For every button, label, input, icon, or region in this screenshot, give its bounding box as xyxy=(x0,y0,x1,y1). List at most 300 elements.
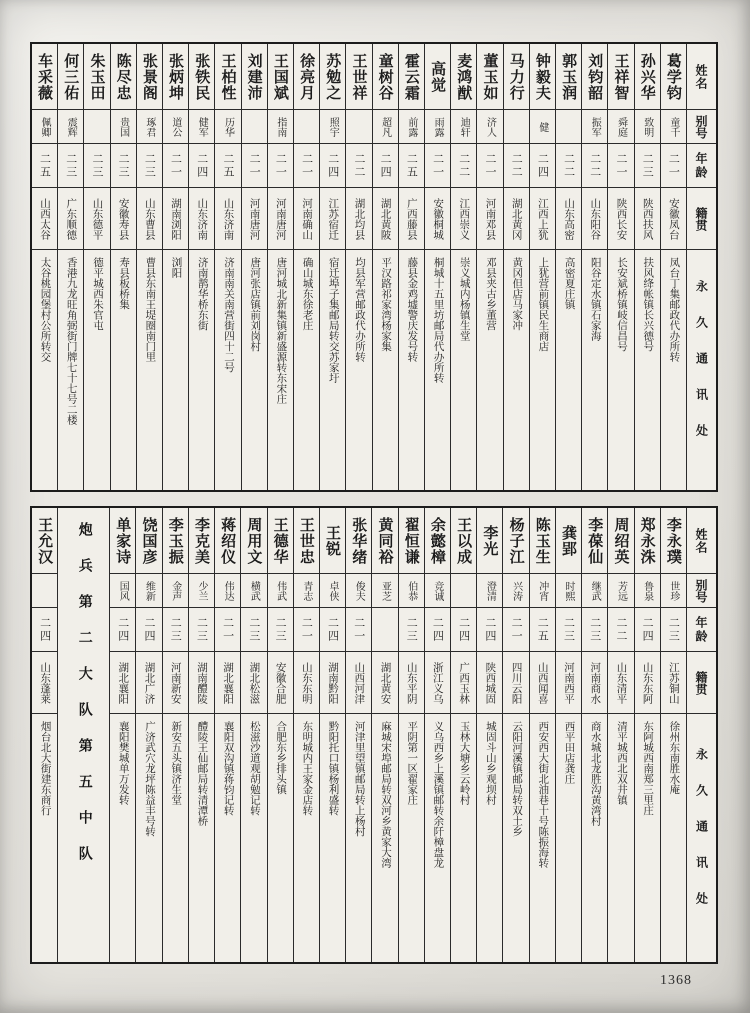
person-column xyxy=(109,508,135,962)
person-column xyxy=(267,508,293,962)
person-name: 王世祥 xyxy=(346,44,371,110)
person-name: 朱玉田 xyxy=(84,44,109,110)
person-alias: 世珍 xyxy=(661,574,686,608)
person-column xyxy=(555,44,581,490)
person-column xyxy=(57,44,83,490)
person-column xyxy=(214,44,240,490)
person-native: 湖北黄安 xyxy=(372,652,397,714)
person-native: 浙江义乌 xyxy=(425,652,450,714)
person-name: 钟毅夫 xyxy=(530,44,555,110)
person-name: 徐亮月 xyxy=(294,44,319,110)
person-native: 山东清平 xyxy=(608,652,633,714)
person-name: 翟恒谦 xyxy=(399,508,424,574)
person-age: 二四 xyxy=(32,608,57,652)
person-address: 清平城西北双井镇 xyxy=(615,721,627,805)
person-native: 山西闻喜 xyxy=(530,652,555,714)
person-native: 江西上犹 xyxy=(530,188,555,250)
person-age: 二一 xyxy=(215,608,240,652)
person-name: 高觉 xyxy=(425,44,450,110)
person-age: 二四 xyxy=(635,608,660,652)
person-alias: 卓侠 xyxy=(320,574,345,608)
person-alias: 健军 xyxy=(189,110,214,144)
person-alias: 金声 xyxy=(163,574,188,608)
person-age: 二一 xyxy=(294,144,319,188)
person-column xyxy=(607,44,633,490)
person-alias: 致明 xyxy=(635,110,660,144)
person-address: 高密夏庄镇 xyxy=(563,257,575,310)
person-alias: 国风 xyxy=(110,574,135,608)
person-address: 确山城东徐老庄 xyxy=(301,257,313,331)
person-column xyxy=(660,44,686,490)
person-alias xyxy=(504,110,529,144)
person-native: 安徽凤台 xyxy=(661,188,686,250)
person-column xyxy=(476,44,502,490)
person-name: 王允汉 xyxy=(32,508,57,574)
person-age: 二三 xyxy=(137,144,162,188)
person-alias: 雨露 xyxy=(425,110,450,144)
person-name: 龚郢 xyxy=(556,508,581,574)
person-column xyxy=(293,508,319,962)
person-column xyxy=(345,44,371,490)
person-age: 二二 xyxy=(346,144,371,188)
person-alias: 芳远 xyxy=(608,574,633,608)
person-alias: 亚芝 xyxy=(372,574,397,608)
person-alias: 贵国 xyxy=(111,110,136,144)
person-age: 二一 xyxy=(294,608,319,652)
person-alias: 指南 xyxy=(268,110,293,144)
person-alias: 伟达 xyxy=(215,574,240,608)
person-column xyxy=(555,508,581,962)
person-native: 山东东阿 xyxy=(635,652,660,714)
person-age: 二四 xyxy=(530,144,555,188)
person-column xyxy=(607,508,633,962)
row-header-age: 年龄 xyxy=(687,608,716,652)
person-address: 合肥东乡排头镇 xyxy=(275,721,287,795)
person-column xyxy=(398,44,424,490)
person-column xyxy=(214,508,240,962)
person-column xyxy=(424,508,450,962)
person-alias: 伟武 xyxy=(268,574,293,608)
person-alias: 健 xyxy=(530,110,555,144)
person-age: 二一 xyxy=(477,144,502,188)
person-name: 王世忠 xyxy=(294,508,319,574)
person-age: 二五 xyxy=(530,608,555,652)
person-age: 二四 xyxy=(425,608,450,652)
person-address: 阳谷定水镇石家海 xyxy=(589,257,601,341)
person-age: 二三 xyxy=(111,144,136,188)
person-column xyxy=(319,44,345,490)
person-address: 河津里望镇邮局转上杨村 xyxy=(353,721,365,837)
person-alias: 少兰 xyxy=(189,574,214,608)
person-address: 襄阳樊城单万发转 xyxy=(117,721,129,805)
person-age: 二三 xyxy=(241,608,266,652)
person-native: 山东平阴 xyxy=(399,652,424,714)
person-alias: 鲁泉 xyxy=(635,574,660,608)
person-native: 河南唐河 xyxy=(268,188,293,250)
person-column xyxy=(372,44,398,490)
person-age: 二三 xyxy=(84,144,109,188)
person-age: 二一 xyxy=(608,144,633,188)
person-age: 二三 xyxy=(399,608,424,652)
page-number: 1368 xyxy=(660,973,692,988)
person-name: 蒋绍仪 xyxy=(215,508,240,574)
person-native: 山东高密 xyxy=(556,188,581,250)
person-native: 山东阳谷 xyxy=(582,188,607,250)
person-name: 何三佑 xyxy=(58,44,83,110)
roster-table-top xyxy=(30,42,718,492)
person-name: 车采薇 xyxy=(32,44,57,110)
person-age: 二二 xyxy=(582,144,607,188)
person-alias: 维新 xyxy=(136,574,161,608)
person-native: 山东蓬莱 xyxy=(32,652,57,714)
person-age: 二一 xyxy=(425,144,450,188)
person-name: 霍云霜 xyxy=(399,44,424,110)
person-native: 湖北黄陂 xyxy=(373,188,398,250)
person-column xyxy=(529,508,555,962)
person-column xyxy=(188,44,214,490)
person-age: 二五 xyxy=(215,144,240,188)
person-age: 二四 xyxy=(477,608,502,652)
person-name: 李光 xyxy=(477,508,502,574)
person-column xyxy=(660,508,686,962)
person-name: 王祥智 xyxy=(608,44,633,110)
person-address: 凤台丁集邮政代办所转 xyxy=(668,257,680,362)
person-name: 单家诗 xyxy=(110,508,135,574)
person-native: 广东顺德 xyxy=(58,188,83,250)
person-address: 烟台北大街建东商行 xyxy=(39,721,51,816)
person-address: 济南鹊华桥东街 xyxy=(196,257,208,331)
person-address: 城固斗山乡观坝村 xyxy=(484,721,496,805)
person-column xyxy=(162,508,188,962)
person-native: 山东德平 xyxy=(84,188,109,250)
person-age: 二二 xyxy=(451,144,476,188)
person-address: 徐州东南胜水庵 xyxy=(668,721,680,795)
person-native: 湖南黔阳 xyxy=(320,652,345,714)
person-native: 河南邓县 xyxy=(477,188,502,250)
person-alias: 横武 xyxy=(241,574,266,608)
row-header-address: 永久通讯处 xyxy=(694,748,709,928)
person-name: 刘建沛 xyxy=(242,44,267,110)
person-address: 宿迁埠子集邮局转交苏家圩 xyxy=(327,257,339,383)
person-native: 江苏铜山 xyxy=(661,652,686,714)
person-address: 商水城北龙胜沟黄湾村 xyxy=(589,721,601,826)
person-name: 李克美 xyxy=(189,508,214,574)
person-name: 董玉如 xyxy=(477,44,502,110)
person-name: 周绍英 xyxy=(608,508,633,574)
person-age: 二三 xyxy=(556,608,581,652)
person-address: 藤县金鸡墟警庆发号转 xyxy=(406,257,418,362)
person-age: 二一 xyxy=(242,144,267,188)
row-header-column xyxy=(686,508,716,962)
person-column xyxy=(476,508,502,962)
person-name: 周用文 xyxy=(241,508,266,574)
person-column xyxy=(240,508,266,962)
row-header-age: 年龄 xyxy=(687,144,716,188)
person-column xyxy=(293,44,319,490)
person-age: 二一 xyxy=(268,144,293,188)
person-name: 王柏性 xyxy=(215,44,240,110)
person-age: 二四 xyxy=(373,144,398,188)
person-native: 安徽桐城 xyxy=(425,188,450,250)
person-name: 王国斌 xyxy=(268,44,293,110)
person-alias: 青志 xyxy=(294,574,319,608)
person-alias: 济人 xyxy=(477,110,502,144)
person-name: 陈尽忠 xyxy=(111,44,136,110)
person-native: 安徽寿县 xyxy=(111,188,136,250)
person-name: 葛学钧 xyxy=(661,44,686,110)
person-age: 二一 xyxy=(346,608,371,652)
person-alias: 竞诚 xyxy=(425,574,450,608)
person-age: 二二 xyxy=(556,144,581,188)
person-native: 河南西平 xyxy=(556,652,581,714)
person-native: 陕西长安 xyxy=(608,188,633,250)
person-name: 王以成 xyxy=(451,508,476,574)
person-name: 张华绪 xyxy=(346,508,371,574)
person-age: 二二 xyxy=(608,608,633,652)
person-native: 山东济南 xyxy=(215,188,240,250)
row-header-column xyxy=(686,44,716,490)
person-age xyxy=(372,608,397,652)
person-name: 马力行 xyxy=(504,44,529,110)
person-address: 玉林大塘乡云岭村 xyxy=(458,721,470,805)
person-native: 山西河津 xyxy=(346,652,371,714)
person-address: 唐河张店镇前刘岗村 xyxy=(249,257,261,352)
person-alias: 童千 xyxy=(661,110,686,144)
person-column xyxy=(188,508,214,962)
person-name: 余懿樟 xyxy=(425,508,450,574)
person-column xyxy=(581,508,607,962)
person-column xyxy=(371,508,397,962)
person-name: 刘钧韶 xyxy=(582,44,607,110)
person-address: 东明城内王家金店转 xyxy=(301,721,313,816)
person-native: 湖北均县 xyxy=(346,188,371,250)
person-age: 二一 xyxy=(661,144,686,188)
person-name: 郭玉润 xyxy=(556,44,581,110)
person-age: 二四 xyxy=(136,608,161,652)
person-name: 杨子江 xyxy=(503,508,528,574)
person-address: 崇义城内杨镇生堂 xyxy=(458,257,470,341)
unit-section-column xyxy=(57,508,109,962)
person-column xyxy=(424,44,450,490)
person-alias xyxy=(242,110,267,144)
person-alias: 振军 xyxy=(582,110,607,144)
page-content-area xyxy=(30,42,718,964)
person-alias: 兴涛 xyxy=(503,574,528,608)
person-column xyxy=(503,44,529,490)
person-age: 二三 xyxy=(58,144,83,188)
person-alias: 澄清 xyxy=(477,574,502,608)
person-address: 长安斌桥镇岐信昌号 xyxy=(616,257,627,352)
person-age: 二三 xyxy=(189,608,214,652)
person-native: 河南新安 xyxy=(163,652,188,714)
person-name: 饶国彦 xyxy=(136,508,161,574)
row-header-native: 籍贯 xyxy=(687,188,716,250)
person-address: 西平田店龚庄 xyxy=(563,721,575,784)
row-header-name: 姓名 xyxy=(687,44,716,110)
person-age: 二四 xyxy=(451,608,476,652)
person-native: 山东东明 xyxy=(294,652,319,714)
person-age: 二三 xyxy=(635,144,660,188)
person-address: 桐城十五里坊邮局代办所转 xyxy=(432,257,444,383)
person-age: 二三 xyxy=(582,608,607,652)
person-name: 李葆仙 xyxy=(582,508,607,574)
person-address: 寿县板桥集 xyxy=(118,257,130,310)
person-native: 山东济南 xyxy=(189,188,214,250)
person-age: 二四 xyxy=(110,608,135,652)
person-column xyxy=(529,44,555,490)
person-column xyxy=(32,508,57,962)
person-address: 邓县夹古乡董营 xyxy=(484,257,496,331)
person-native: 江苏宿迁 xyxy=(320,188,345,250)
person-name: 麦鸿猷 xyxy=(451,44,476,110)
person-native: 江西崇义 xyxy=(451,188,476,250)
person-native: 四川云阳 xyxy=(503,652,528,714)
person-native: 陕西扶风 xyxy=(635,188,660,250)
person-name: 张景阁 xyxy=(137,44,162,110)
person-name: 李玉振 xyxy=(163,508,188,574)
person-name: 陈玉生 xyxy=(530,508,555,574)
person-age: 二五 xyxy=(399,144,424,188)
person-address: 新安五头镇济生堂 xyxy=(170,721,182,805)
person-column xyxy=(241,44,267,490)
person-address: 浏阳 xyxy=(170,257,182,278)
person-native: 河南确山 xyxy=(294,188,319,250)
person-column xyxy=(450,44,476,490)
row-header-alias: 别号 xyxy=(687,574,716,608)
person-address: 平阴第一区翟家庄 xyxy=(406,721,418,805)
person-name: 郑永洙 xyxy=(635,508,660,574)
person-native: 安徽合肥 xyxy=(268,652,293,714)
person-native: 湖北广济 xyxy=(136,652,161,714)
person-native: 湖北襄阳 xyxy=(110,652,135,714)
person-column xyxy=(450,508,476,962)
row-header-name: 姓名 xyxy=(687,508,716,574)
person-alias: 迪轩 xyxy=(451,110,476,144)
person-native: 湖南浏阳 xyxy=(163,188,188,250)
person-native: 山东曹县 xyxy=(137,188,162,250)
person-native: 河南商水 xyxy=(582,652,607,714)
person-alias xyxy=(346,110,371,144)
person-column xyxy=(32,44,57,490)
person-address: 东阿城西南郑三里庄 xyxy=(642,721,654,816)
person-address: 义乌西乡上溪镇邮转余阡樟盘龙 xyxy=(432,721,444,868)
person-name: 张铁民 xyxy=(189,44,214,110)
person-address: 松滋沙道观胡勉记转 xyxy=(248,721,260,816)
person-alias: 继武 xyxy=(582,574,607,608)
person-address: 上犹营前镇民生商店 xyxy=(537,257,549,352)
person-age: 二二 xyxy=(504,144,529,188)
person-column xyxy=(345,508,371,962)
person-alias: 照宇 xyxy=(320,110,345,144)
person-column xyxy=(398,508,424,962)
person-address: 麻城宋埠邮局转双河乡黄家大湾 xyxy=(379,721,391,868)
person-address: 平汉路祁家湾杨家集 xyxy=(380,257,392,352)
person-native: 湖南醴陵 xyxy=(189,652,214,714)
person-address: 黔阳托口镇杨利盛转 xyxy=(327,721,339,816)
person-column xyxy=(136,44,162,490)
person-alias xyxy=(556,110,581,144)
person-address: 德平城西朱官屯 xyxy=(91,257,103,331)
person-address: 曹县东南王堤圈南门里 xyxy=(144,257,156,362)
person-address: 醴陵王仙邮局转清潭桥 xyxy=(196,721,208,826)
person-name: 王德华 xyxy=(268,508,293,574)
person-native: 湖北襄阳 xyxy=(215,652,240,714)
unit-section-label: 炮兵第二大队第五中队 xyxy=(76,522,92,882)
person-age: 二四 xyxy=(189,144,214,188)
person-address: 西安西大街北油巷十号陈振海转 xyxy=(537,721,549,868)
person-alias: 舜庭 xyxy=(608,110,633,144)
person-column xyxy=(502,508,528,962)
person-address: 扶风绛帐镇长兴德号 xyxy=(642,257,654,352)
person-alias: 道公 xyxy=(163,110,188,144)
person-native: 陕西城固 xyxy=(477,652,502,714)
person-age: 二四 xyxy=(320,608,345,652)
person-column xyxy=(267,44,293,490)
person-column xyxy=(634,508,660,962)
person-alias: 俊夫 xyxy=(346,574,371,608)
person-column xyxy=(83,44,109,490)
person-address: 均县军营邮政代办所转 xyxy=(353,257,365,362)
row-header-alias: 别号 xyxy=(687,110,716,144)
person-alias xyxy=(451,574,476,608)
person-address: 襄阳双沟镇蒋钧记转 xyxy=(222,721,234,816)
person-column xyxy=(634,44,660,490)
person-column xyxy=(135,508,161,962)
person-column xyxy=(319,508,345,962)
row-header-address: 永久通讯处 xyxy=(694,280,709,460)
person-native: 广西玉林 xyxy=(451,652,476,714)
person-alias: 震辉 xyxy=(58,110,83,144)
person-alias xyxy=(294,110,319,144)
person-alias: 伯恭 xyxy=(399,574,424,608)
person-age: 二一 xyxy=(163,144,188,188)
person-address: 香港九龙旺角弼街门牌七十七号二楼 xyxy=(65,257,77,425)
person-name: 孙兴华 xyxy=(635,44,660,110)
person-address: 广济武穴龙坪陈益丰号转 xyxy=(144,721,156,837)
person-column xyxy=(581,44,607,490)
person-age: 二三 xyxy=(163,608,188,652)
person-address: 唐河城北新集镇新盛源转东宋庄 xyxy=(275,257,287,404)
person-alias: 前露 xyxy=(399,110,424,144)
person-native: 河南唐河 xyxy=(242,188,267,250)
person-name: 李永璞 xyxy=(661,508,686,574)
person-age: 二四 xyxy=(320,144,345,188)
row-header-native: 籍贯 xyxy=(687,652,716,714)
person-alias: 超凡 xyxy=(373,110,398,144)
person-alias: 冲宵 xyxy=(530,574,555,608)
roster-table-bottom xyxy=(30,506,718,964)
person-age: 二三 xyxy=(268,608,293,652)
person-native: 湖北黄冈 xyxy=(504,188,529,250)
person-age: 二三 xyxy=(661,608,686,652)
person-native: 广西藤县 xyxy=(399,188,424,250)
person-alias: 历华 xyxy=(215,110,240,144)
person-column xyxy=(162,44,188,490)
person-address: 太谷桃园堡村公所转交 xyxy=(39,257,51,362)
person-address: 济南南关南营街四十二号 xyxy=(222,257,234,373)
person-native: 湖北松滋 xyxy=(241,652,266,714)
person-column xyxy=(110,44,136,490)
person-alias: 佩卿 xyxy=(32,110,57,144)
person-native: 山西太谷 xyxy=(32,188,57,250)
person-address: 黄冈但店马家冲 xyxy=(511,257,523,331)
person-alias xyxy=(32,574,57,608)
person-name: 苏勉之 xyxy=(320,44,345,110)
person-address: 云阳河溪镇邮局转双土乡 xyxy=(511,721,523,837)
person-name: 童树谷 xyxy=(373,44,398,110)
person-alias: 时熙 xyxy=(556,574,581,608)
person-alias: 琢君 xyxy=(137,110,162,144)
